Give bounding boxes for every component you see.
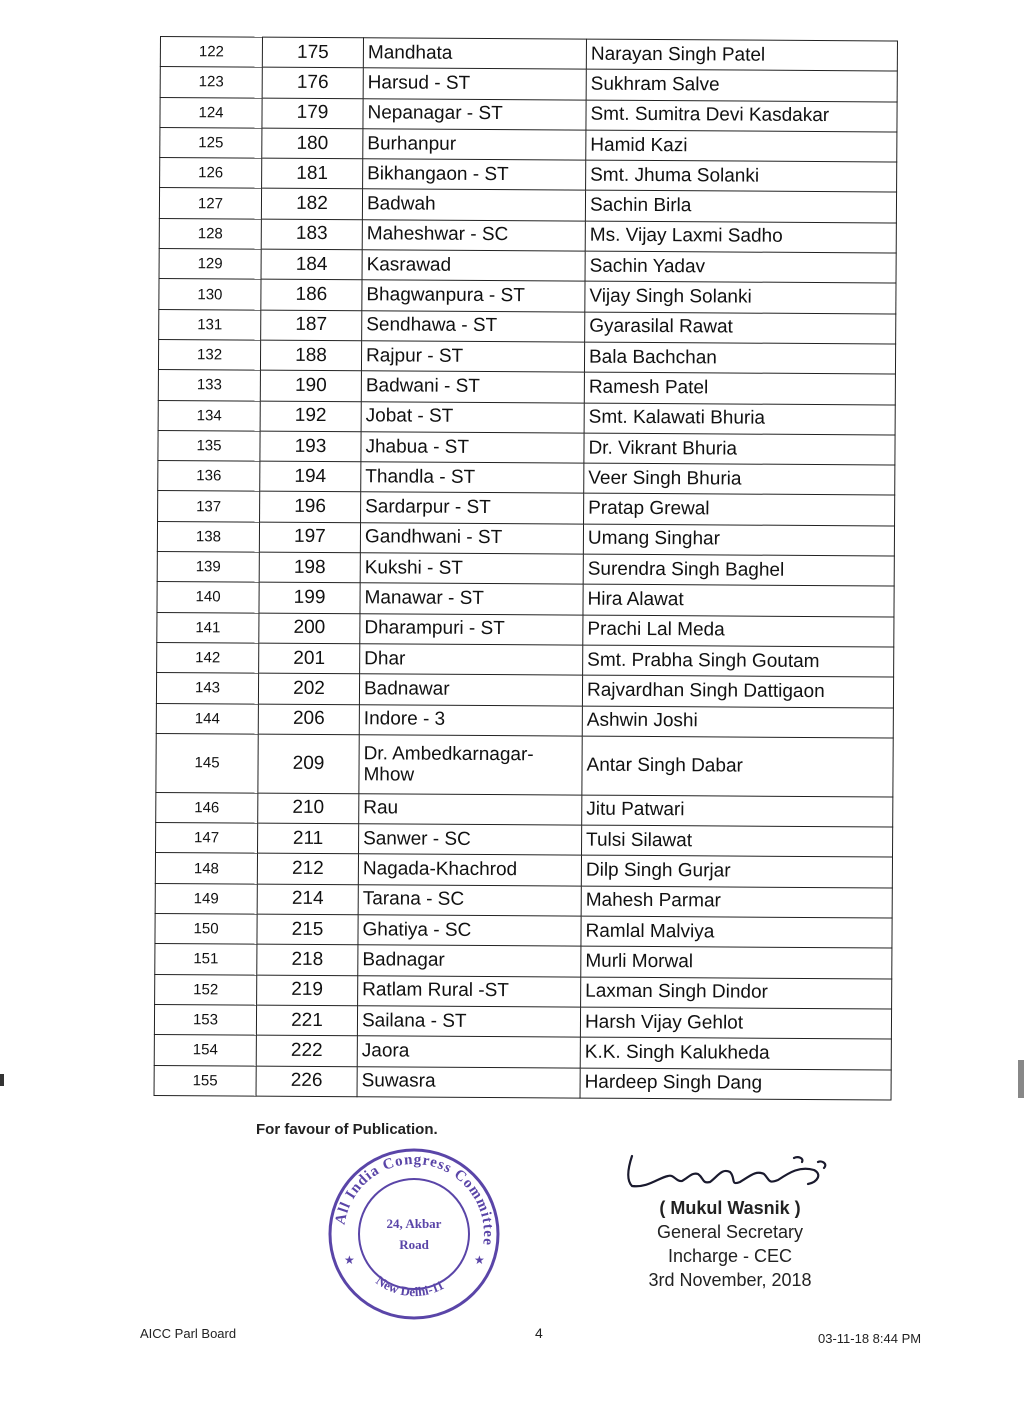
scan-edge-mark [0, 1074, 4, 1086]
candidate-cell: Dilp Singh Gurjar [581, 856, 892, 888]
ac-number-cell: 192 [260, 401, 361, 432]
constituency-cell: Badwani - ST [361, 371, 584, 403]
serial-number-cell: 141 [157, 612, 259, 643]
serial-number-cell: 131 [159, 309, 261, 340]
signature [618, 1148, 848, 1196]
candidate-cell: Antar Singh Dabar [582, 736, 893, 797]
serial-number-cell: 150 [155, 914, 257, 945]
ac-number-cell: 183 [261, 219, 362, 250]
page-number: 4 [535, 1325, 543, 1341]
serial-number-cell: 127 [159, 188, 261, 219]
ac-number-cell: 182 [261, 189, 362, 220]
table-row [159, 309, 896, 344]
candidate-table-body [154, 37, 897, 1100]
candidate-cell: Mahesh Parmar [581, 886, 892, 918]
constituency-cell: Indore - 3 [359, 704, 582, 736]
publication-note: For favour of Publication. [256, 1121, 438, 1138]
table-row [155, 853, 892, 888]
table-row [154, 1065, 891, 1100]
table-row [159, 249, 896, 284]
table-row [160, 37, 897, 72]
candidate-cell: Smt. Sumitra Devi Kasdakar [586, 100, 897, 132]
constituency-cell: Bhagwanpura - ST [362, 280, 585, 312]
ac-number-cell: 194 [260, 461, 361, 492]
candidate-cell: Bala Bachchan [584, 342, 895, 374]
table-row [158, 430, 895, 465]
table-row [159, 279, 896, 314]
constituency-cell: Sardarpur - ST [361, 492, 584, 524]
candidate-cell: Harsh Vijay Gehlot [580, 1007, 891, 1039]
table-row [155, 974, 892, 1009]
serial-number-cell: 142 [157, 642, 259, 673]
serial-number-cell: 145 [156, 733, 258, 793]
stamp-line1: 24, Akbar [386, 1216, 442, 1231]
ac-number-cell: 202 [258, 673, 359, 704]
candidate-cell: Jitu Patwari [582, 795, 893, 827]
serial-number-cell: 153 [154, 1004, 256, 1035]
candidate-cell: Surendra Singh Baghel [583, 554, 894, 586]
table-row [158, 370, 895, 405]
footer-left: AICC Parl Board [140, 1326, 237, 1341]
table-row [158, 339, 895, 374]
ac-number-cell: 180 [262, 128, 363, 159]
constituency-cell: Dhar [360, 644, 583, 676]
constituency-cell: Badwah [362, 189, 585, 221]
constituency-cell: Mandhata [363, 38, 586, 70]
ac-number-cell: 210 [258, 793, 359, 824]
constituency-cell: Nepanagar - ST [363, 98, 586, 130]
candidate-cell: Sachin Yadav [585, 251, 896, 283]
candidate-cell: Murli Morwal [581, 946, 892, 978]
candidate-table [154, 36, 898, 1100]
constituency-cell: Badnagar [358, 945, 581, 977]
constituency-cell: Jobat - ST [361, 401, 584, 433]
stamp-bottom-text: New Delhi-11 [373, 1272, 447, 1300]
ac-number-cell: 196 [260, 492, 361, 523]
constituency-cell: Burhanpur [363, 129, 586, 161]
candidate-cell: Smt. Jhuma Solanki [586, 160, 897, 192]
serial-number-cell: 134 [158, 400, 260, 431]
constituency-cell: Nagada-Khachrod [358, 854, 581, 886]
candidate-cell: Gyarasilal Rawat [585, 312, 896, 344]
serial-number-cell: 133 [158, 370, 260, 401]
candidate-cell: K.K. Singh Kalukheda [580, 1037, 891, 1069]
footer-timestamp: 03-11-18 8:44 PM [818, 1331, 922, 1346]
ac-number-cell: 179 [262, 98, 363, 129]
candidate-cell: Ramesh Patel [584, 372, 895, 404]
stamp-ring-text: All India Congress Committee [332, 1151, 497, 1247]
table-row [160, 67, 897, 102]
constituency-cell: Ratlam Rural -ST [358, 975, 581, 1007]
constituency-cell: Dr. Ambedkarnagar-Mhow [359, 735, 582, 795]
constituency-cell: Jaora [357, 1036, 580, 1068]
ac-number-cell: 200 [259, 613, 360, 644]
aicc-stamp [326, 1146, 502, 1322]
table-row [157, 612, 894, 647]
constituency-cell: Sendhawa - ST [362, 310, 585, 342]
table-row [156, 703, 893, 738]
ac-number-cell: 199 [259, 582, 360, 613]
constituency-cell: Maheshwar - SC [362, 220, 585, 252]
table-row [155, 944, 892, 979]
ac-number-cell: 193 [260, 431, 361, 462]
constituency-cell: Dharampuri - ST [360, 613, 583, 645]
serial-number-cell: 151 [155, 944, 257, 975]
serial-number-cell: 140 [157, 582, 259, 613]
table-row [156, 823, 893, 858]
signatory-date: 3rd November, 2018 [648, 1270, 812, 1290]
ac-number-cell: 187 [261, 310, 362, 341]
ac-number-cell: 215 [257, 914, 358, 945]
ac-number-cell: 190 [260, 370, 361, 401]
serial-number-cell: 154 [154, 1035, 256, 1066]
table-row [157, 521, 894, 556]
candidate-cell: Narayan Singh Patel [586, 39, 897, 71]
candidate-cell: Hira Alawat [583, 584, 894, 616]
serial-number-cell: 128 [159, 218, 261, 249]
candidate-cell: Hardeep Singh Dang [580, 1068, 891, 1100]
ac-number-cell: 222 [256, 1035, 357, 1066]
candidate-cell: Rajvardhan Singh Dattigaon [582, 675, 893, 707]
candidate-cell: Vijay Singh Solanki [585, 281, 896, 313]
table-row [160, 127, 897, 162]
stamp-star-left: ★ [344, 1253, 355, 1267]
table-row [156, 733, 893, 797]
table-row [160, 158, 897, 193]
constituency-cell: Ghatiya - SC [358, 915, 581, 947]
serial-number-cell: 155 [154, 1065, 256, 1096]
signatory-block [620, 1196, 840, 1292]
candidate-cell: Umang Singhar [583, 524, 894, 556]
serial-number-cell: 146 [156, 792, 258, 823]
signatory-role: Incharge - CEC [667, 1246, 793, 1266]
scan-edge-mark-right [1018, 1060, 1024, 1098]
table-row [159, 188, 896, 223]
serial-number-cell: 135 [158, 430, 260, 461]
candidate-cell: Smt. Prabha Singh Goutam [583, 645, 894, 677]
signatory-title: General Secretary [656, 1222, 804, 1242]
constituency-cell: Tarana - SC [358, 884, 581, 916]
table-row [158, 491, 895, 526]
constituency-cell: Rau [359, 794, 582, 826]
constituency-cell: Sailana - ST [357, 1006, 580, 1038]
table-row [157, 552, 894, 587]
signatory-name: ( Mukul Wasnik ) [659, 1198, 801, 1218]
serial-number-cell: 123 [160, 67, 262, 98]
serial-number-cell: 124 [160, 97, 262, 128]
constituency-cell: Manawar - ST [360, 583, 583, 615]
ac-number-cell: 226 [256, 1066, 357, 1097]
candidate-cell: Prachi Lal Meda [583, 615, 894, 647]
ac-number-cell: 175 [262, 37, 363, 68]
table-row [154, 1004, 891, 1039]
stamp-line2: Road [399, 1237, 429, 1252]
ac-number-cell: 176 [262, 67, 363, 98]
constituency-cell: Harsud - ST [363, 68, 586, 100]
serial-number-cell: 130 [159, 279, 261, 310]
constituency-cell: Jhabua - ST [361, 432, 584, 464]
serial-number-cell: 136 [158, 461, 260, 492]
serial-number-cell: 122 [160, 37, 262, 68]
table-row [159, 218, 896, 253]
constituency-cell: Gandhwani - ST [360, 522, 583, 554]
candidate-cell: Sukhram Salve [586, 69, 897, 101]
serial-number-cell: 152 [155, 974, 257, 1005]
constituency-cell: Kasrawad [362, 250, 585, 282]
serial-number-cell: 137 [158, 491, 260, 522]
constituency-cell: Bikhangaon - ST [363, 159, 586, 191]
table-row [158, 400, 895, 435]
ac-number-cell: 218 [257, 944, 358, 975]
ac-number-cell: 197 [259, 522, 360, 553]
constituency-cell: Rajpur - ST [361, 341, 584, 373]
ac-number-cell: 186 [261, 279, 362, 310]
table-row [158, 461, 895, 496]
table-row [160, 97, 897, 132]
ac-number-cell: 206 [258, 704, 359, 735]
table-row [156, 792, 893, 827]
serial-number-cell: 125 [160, 127, 262, 158]
serial-number-cell: 139 [157, 552, 259, 583]
serial-number-cell: 143 [156, 673, 258, 704]
ac-number-cell: 221 [256, 1005, 357, 1036]
candidate-cell: Sachin Birla [585, 191, 896, 223]
serial-number-cell: 149 [155, 883, 257, 914]
serial-number-cell: 132 [158, 339, 260, 370]
ac-number-cell: 184 [261, 249, 362, 280]
ac-number-cell: 181 [262, 158, 363, 189]
ac-number-cell: 188 [260, 340, 361, 371]
table-row [154, 1035, 891, 1070]
candidate-cell: Dr. Vikrant Bhuria [584, 433, 895, 465]
constituency-cell: Sanwer - SC [359, 824, 582, 856]
table-row [156, 673, 893, 708]
table-row [155, 883, 892, 918]
ac-number-cell: 198 [259, 552, 360, 583]
serial-number-cell: 147 [156, 823, 258, 854]
table-row [157, 582, 894, 617]
candidate-cell: Veer Singh Bhuria [584, 463, 895, 495]
ac-number-cell: 214 [257, 884, 358, 915]
serial-number-cell: 144 [156, 703, 258, 734]
candidate-cell: Ms. Vijay Laxmi Sadho [585, 221, 896, 253]
candidate-cell: Ashwin Joshi [582, 706, 893, 738]
constituency-cell: Kukshi - ST [360, 553, 583, 585]
ac-number-cell: 211 [258, 823, 359, 854]
candidate-cell: Tulsi Silawat [582, 825, 893, 857]
table-row [157, 642, 894, 677]
ac-number-cell: 209 [258, 734, 359, 794]
candidate-cell: Ramlal Malviya [581, 916, 892, 948]
serial-number-cell: 148 [155, 853, 257, 884]
candidate-cell: Pratap Grewal [584, 494, 895, 526]
serial-number-cell: 129 [159, 249, 261, 280]
ac-number-cell: 212 [257, 854, 358, 885]
serial-number-cell: 138 [157, 521, 259, 552]
ac-number-cell: 219 [257, 975, 358, 1006]
candidate-cell: Laxman Singh Dindor [581, 977, 892, 1009]
table-row [155, 914, 892, 949]
candidate-cell: Hamid Kazi [586, 130, 897, 162]
constituency-cell: Badnawar [359, 674, 582, 706]
constituency-cell: Thandla - ST [361, 462, 584, 494]
candidate-cell: Smt. Kalawati Bhuria [584, 403, 895, 435]
serial-number-cell: 126 [160, 158, 262, 189]
constituency-cell: Suwasra [357, 1066, 580, 1098]
ac-number-cell: 201 [259, 643, 360, 674]
stamp-star-right: ★ [474, 1253, 485, 1267]
